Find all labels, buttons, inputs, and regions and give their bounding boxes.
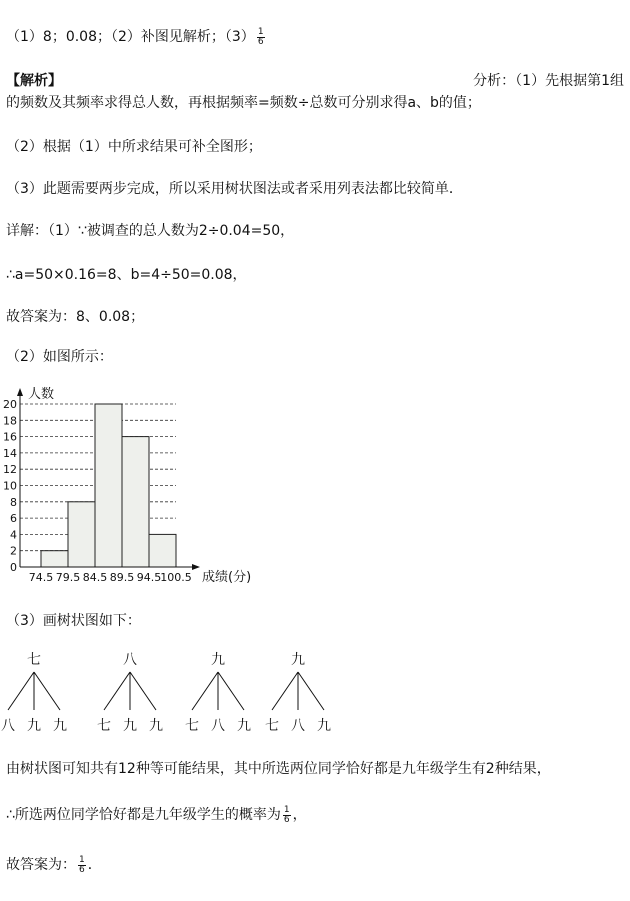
y-axis-arrow-icon xyxy=(17,388,23,396)
analysis-label: 分析：（1）先根据第1组 xyxy=(473,73,624,89)
tree-leaf: 八 xyxy=(1,718,15,734)
y-axis-label: 人数 xyxy=(28,387,55,402)
tree-branch xyxy=(130,672,156,710)
tree-leaf: 九 xyxy=(123,718,137,734)
analysis-line-3: （2）根据（1）中所求结果可补全图形； xyxy=(6,139,262,155)
answer-line xyxy=(6,26,267,47)
final-answer-fraction xyxy=(78,856,86,875)
fraction-denominator: 6 xyxy=(257,36,264,47)
y-tick-label: 16 xyxy=(3,430,17,444)
histogram-bar xyxy=(41,551,68,567)
y-tick-label: 14 xyxy=(3,446,17,460)
conclusion-punct: ， xyxy=(292,807,307,823)
y-tick-label: 12 xyxy=(3,463,17,477)
tree-leaf: 八 xyxy=(211,718,225,734)
conclusion-text: ∴所选两位同学恰好都是九年级学生的概率为 xyxy=(6,807,281,823)
histogram-chart xyxy=(0,382,290,587)
tree-leaf: 九 xyxy=(27,718,41,734)
tree-leaf: 九 xyxy=(317,718,331,734)
tree-root: 七 xyxy=(27,652,41,668)
y-tick-label: 8 xyxy=(10,495,17,509)
x-tick-label: 79.5 xyxy=(55,571,81,584)
tree-root: 八 xyxy=(123,652,137,668)
histogram-bar xyxy=(122,437,149,567)
tree-branch xyxy=(298,672,324,710)
tree-branch xyxy=(8,672,34,710)
x-axis-label: 成绩(分) xyxy=(202,570,252,585)
detail-line-2: ∴a=50×0.16=8、b=4÷50=0.08， xyxy=(6,267,247,283)
tree-root: 九 xyxy=(211,652,225,668)
tree-branch xyxy=(34,672,60,710)
y-tick-label: 0 xyxy=(10,561,17,574)
tree-heading: （3）画树状图如下： xyxy=(6,613,141,629)
tree-root: 九 xyxy=(291,652,305,668)
y-tick-label: 10 xyxy=(3,479,17,493)
tree-leaf: 九 xyxy=(53,718,67,734)
answer-fraction xyxy=(257,28,265,47)
x-axis-arrow-icon xyxy=(192,564,200,570)
histogram-bar xyxy=(149,534,176,567)
analysis-line-4: （3）此题需要两步完成，所以采用树状图法或者采用列表法都比较简单． xyxy=(6,181,463,197)
detail-line-4: （2）如图所示： xyxy=(6,349,113,365)
tree-diagram xyxy=(0,648,630,738)
final-answer-label: 故答案为： xyxy=(6,857,76,873)
tree-branch xyxy=(218,672,244,710)
y-tick-label: 18 xyxy=(3,414,17,428)
x-tick-label: 94.5 xyxy=(136,571,162,584)
fraction-denominator: 6 xyxy=(79,864,85,875)
fraction-numerator: 1 xyxy=(79,854,85,865)
probability-fraction xyxy=(283,806,291,825)
y-tick-label: 6 xyxy=(10,512,17,526)
conclusion-line-3 xyxy=(6,854,102,875)
analysis-line-2: 的频数及其频率求得总人数，再根据频率=频数÷总数可分别求得a、b的值； xyxy=(6,95,481,111)
y-tick-label: 4 xyxy=(10,528,17,542)
y-tick-label: 2 xyxy=(10,544,17,558)
conclusion-line-2 xyxy=(6,804,307,825)
y-tick-label: 20 xyxy=(3,398,17,411)
tree-branch xyxy=(104,672,130,710)
detail-line-3: 故答案为：8、0.08； xyxy=(6,309,145,325)
fraction-numerator: 1 xyxy=(257,26,264,37)
fraction-denominator: 6 xyxy=(283,814,290,825)
x-tick-label: 89.5 xyxy=(109,571,135,584)
tree-leaf: 八 xyxy=(291,718,305,734)
answer-text: （1）8；0.08；（2）补图见解析；（3） xyxy=(6,29,255,45)
tree-branch xyxy=(272,672,298,710)
conclusion-line-1: 由树状图可知共有12种等可能结果，其中所选两位同学恰好都是九年级学生有2种结果， xyxy=(6,761,551,777)
tree-branch xyxy=(192,672,218,710)
tree-leaf: 七 xyxy=(97,718,111,734)
tree-leaf: 九 xyxy=(149,718,163,734)
tree-leaf: 七 xyxy=(185,718,199,734)
x-tick-label: 100.5 xyxy=(160,571,192,584)
analysis-heading: 【解析】 xyxy=(6,73,62,89)
x-tick-label: 74.5 xyxy=(28,571,54,584)
fraction-numerator: 1 xyxy=(283,804,290,815)
histogram-bar xyxy=(95,404,122,567)
tree-leaf: 七 xyxy=(265,718,279,734)
x-tick-label: 84.5 xyxy=(82,571,108,584)
histogram-bar xyxy=(68,502,95,567)
detail-line-1: 详解：（1）∵被调查的总人数为2÷0.04=50， xyxy=(6,223,295,239)
tree-leaf: 九 xyxy=(237,718,251,734)
final-punct: ． xyxy=(87,857,102,873)
